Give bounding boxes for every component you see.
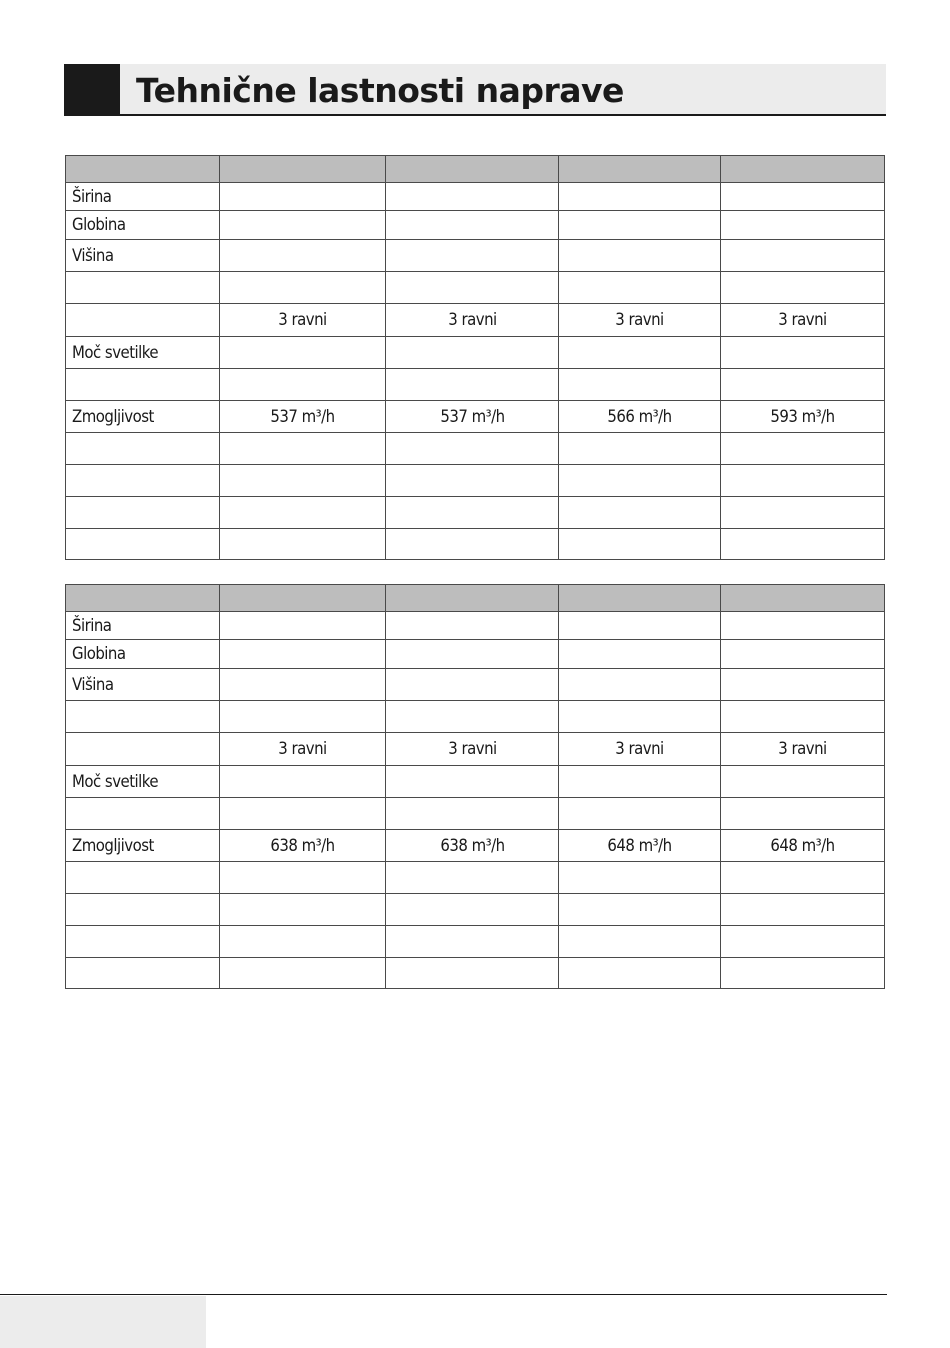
row-label: Zmogljivost [72, 835, 154, 856]
row-label: Zmogljivost [72, 406, 154, 427]
value-cell [220, 669, 386, 701]
row-label-cell [66, 958, 220, 989]
table-row [66, 465, 885, 497]
table-row [66, 183, 885, 211]
cell-value: 3 ravni [778, 310, 827, 330]
value-cell [386, 497, 559, 529]
row-label-cell [66, 433, 220, 465]
value-cell [559, 669, 721, 701]
row-label: Globina [72, 644, 126, 664]
value-cell [386, 433, 559, 465]
row-label-cell [66, 272, 220, 304]
footer-rule [0, 1294, 887, 1295]
row-label-cell [66, 830, 220, 862]
value-cell [721, 733, 885, 766]
cell-value: 566 m³/h [607, 406, 672, 427]
value-cell [721, 211, 885, 240]
value-cell [559, 369, 721, 401]
value-cell [386, 798, 559, 830]
value-cell [721, 240, 885, 272]
value-cell [559, 211, 721, 240]
value-cell [220, 766, 386, 798]
row-label-cell [66, 304, 220, 337]
value-cell [220, 612, 386, 640]
table-row [66, 211, 885, 240]
value-cell [559, 862, 721, 894]
value-cell [220, 369, 386, 401]
cell-value: 3 ravni [278, 739, 327, 759]
value-cell [559, 830, 721, 862]
row-label-cell [66, 862, 220, 894]
cell-value: 638 m³/h [439, 835, 505, 856]
table-row [66, 926, 885, 958]
value-cell [559, 585, 721, 612]
value-cell [559, 497, 721, 529]
row-label-cell [66, 894, 220, 926]
value-cell [386, 369, 559, 401]
cell-value: 648 m³/h [607, 835, 672, 856]
value-cell [721, 433, 885, 465]
value-cell [721, 272, 885, 304]
cell-value: 537 m³/h [270, 406, 335, 427]
value-cell [220, 958, 386, 989]
row-label-cell [66, 640, 220, 669]
table-row [66, 862, 885, 894]
table-row [66, 640, 885, 669]
value-cell [559, 304, 721, 337]
value-cell [559, 894, 721, 926]
value-cell [220, 465, 386, 497]
row-label: Širina [72, 615, 112, 636]
value-cell [386, 272, 559, 304]
footer-page-box [0, 1296, 206, 1348]
row-label-cell [66, 240, 220, 272]
value-cell [220, 640, 386, 669]
value-cell [386, 337, 559, 369]
value-cell [386, 211, 559, 240]
row-label-cell [66, 183, 220, 211]
value-cell [220, 433, 386, 465]
row-label-cell [66, 369, 220, 401]
cell-value: 537 m³/h [439, 406, 505, 427]
table-row [66, 304, 885, 337]
value-cell [721, 798, 885, 830]
row-label-cell [66, 926, 220, 958]
value-cell [220, 156, 386, 183]
value-cell [220, 733, 386, 766]
value-cell [386, 585, 559, 612]
value-cell [559, 640, 721, 669]
value-cell [721, 766, 885, 798]
cell-value: 3 ravni [615, 739, 664, 759]
value-cell [386, 240, 559, 272]
row-label-cell [66, 701, 220, 733]
value-cell [220, 585, 386, 612]
row-label-cell [66, 669, 220, 701]
table-row [66, 337, 885, 369]
value-cell [386, 465, 559, 497]
value-cell [559, 766, 721, 798]
value-cell [559, 926, 721, 958]
row-label-cell [66, 612, 220, 640]
value-cell [220, 337, 386, 369]
value-cell [220, 798, 386, 830]
value-cell [721, 337, 885, 369]
value-cell [559, 272, 721, 304]
row-label-cell [66, 733, 220, 766]
row-label: Širina [72, 186, 112, 207]
row-label-cell [66, 465, 220, 497]
value-cell [386, 926, 559, 958]
value-cell [721, 894, 885, 926]
value-cell [220, 862, 386, 894]
value-cell [386, 401, 559, 433]
value-cell [220, 701, 386, 733]
value-cell [386, 304, 559, 337]
table-row [66, 894, 885, 926]
table-row [66, 240, 885, 272]
value-cell [721, 669, 885, 701]
value-cell [386, 958, 559, 989]
value-cell [220, 272, 386, 304]
row-label-cell [66, 497, 220, 529]
table-row [66, 958, 885, 989]
value-cell [559, 433, 721, 465]
spec-table-1 [65, 155, 885, 560]
value-cell [220, 830, 386, 862]
value-cell [559, 958, 721, 989]
page-title: Tehnične lastnosti naprave [136, 71, 624, 110]
table-row [66, 830, 885, 862]
value-cell [559, 701, 721, 733]
value-cell [721, 701, 885, 733]
value-cell [220, 894, 386, 926]
value-cell [386, 701, 559, 733]
table-row [66, 401, 885, 433]
section-header [64, 64, 886, 116]
row-label: Višina [72, 674, 114, 695]
value-cell [220, 240, 386, 272]
table-row [66, 612, 885, 640]
value-cell [721, 369, 885, 401]
table-row [66, 369, 885, 401]
value-cell [721, 926, 885, 958]
cell-value: 3 ravni [447, 739, 497, 759]
value-cell [721, 585, 885, 612]
value-cell [386, 669, 559, 701]
row-label: Moč svetilke [72, 771, 159, 792]
row-label-cell [66, 211, 220, 240]
value-cell [220, 497, 386, 529]
value-cell [559, 156, 721, 183]
value-cell [220, 401, 386, 433]
value-cell [559, 337, 721, 369]
value-cell [721, 156, 885, 183]
cell-value: 638 m³/h [270, 835, 335, 856]
value-cell [559, 798, 721, 830]
row-label-cell [66, 337, 220, 369]
value-cell [386, 766, 559, 798]
value-cell [220, 211, 386, 240]
value-cell [386, 156, 559, 183]
value-cell [386, 183, 559, 211]
cell-value: 3 ravni [447, 310, 497, 330]
value-cell [559, 733, 721, 766]
cell-value: 3 ravni [278, 310, 327, 330]
value-cell [721, 640, 885, 669]
value-cell [220, 926, 386, 958]
value-cell [721, 304, 885, 337]
table-row [66, 701, 885, 733]
value-cell [386, 529, 559, 560]
table-row [66, 798, 885, 830]
value-cell [721, 497, 885, 529]
table-row [66, 433, 885, 465]
table-header-row [66, 156, 885, 183]
row-label: Globina [72, 215, 126, 235]
value-cell [386, 640, 559, 669]
row-label: Moč svetilke [72, 342, 159, 363]
row-label-cell [66, 156, 220, 183]
value-cell [721, 958, 885, 989]
spec-table-2 [65, 584, 885, 989]
row-label: Višina [72, 245, 114, 266]
value-cell [220, 304, 386, 337]
value-cell [721, 830, 885, 862]
value-cell [386, 862, 559, 894]
cell-value: 593 m³/h [770, 406, 835, 427]
row-label-cell [66, 585, 220, 612]
table-row [66, 669, 885, 701]
value-cell [721, 862, 885, 894]
value-cell [220, 183, 386, 211]
cell-value: 3 ravni [778, 739, 827, 759]
value-cell [721, 612, 885, 640]
value-cell [386, 894, 559, 926]
value-cell [721, 183, 885, 211]
row-label-cell [66, 766, 220, 798]
value-cell [721, 529, 885, 560]
value-cell [721, 465, 885, 497]
value-cell [559, 240, 721, 272]
value-cell [559, 401, 721, 433]
table-row [66, 497, 885, 529]
row-label-cell [66, 401, 220, 433]
header-marker-block [64, 64, 120, 114]
value-cell [559, 465, 721, 497]
cell-value: 3 ravni [615, 310, 664, 330]
table-row [66, 766, 885, 798]
cell-value: 648 m³/h [770, 835, 835, 856]
value-cell [721, 401, 885, 433]
table-row [66, 733, 885, 766]
value-cell [559, 612, 721, 640]
table-row [66, 529, 885, 560]
value-cell [220, 529, 386, 560]
table-row [66, 272, 885, 304]
table-header-row [66, 585, 885, 612]
value-cell [386, 733, 559, 766]
value-cell [559, 183, 721, 211]
value-cell [559, 529, 721, 560]
row-label-cell [66, 529, 220, 560]
value-cell [386, 612, 559, 640]
value-cell [386, 830, 559, 862]
row-label-cell [66, 798, 220, 830]
